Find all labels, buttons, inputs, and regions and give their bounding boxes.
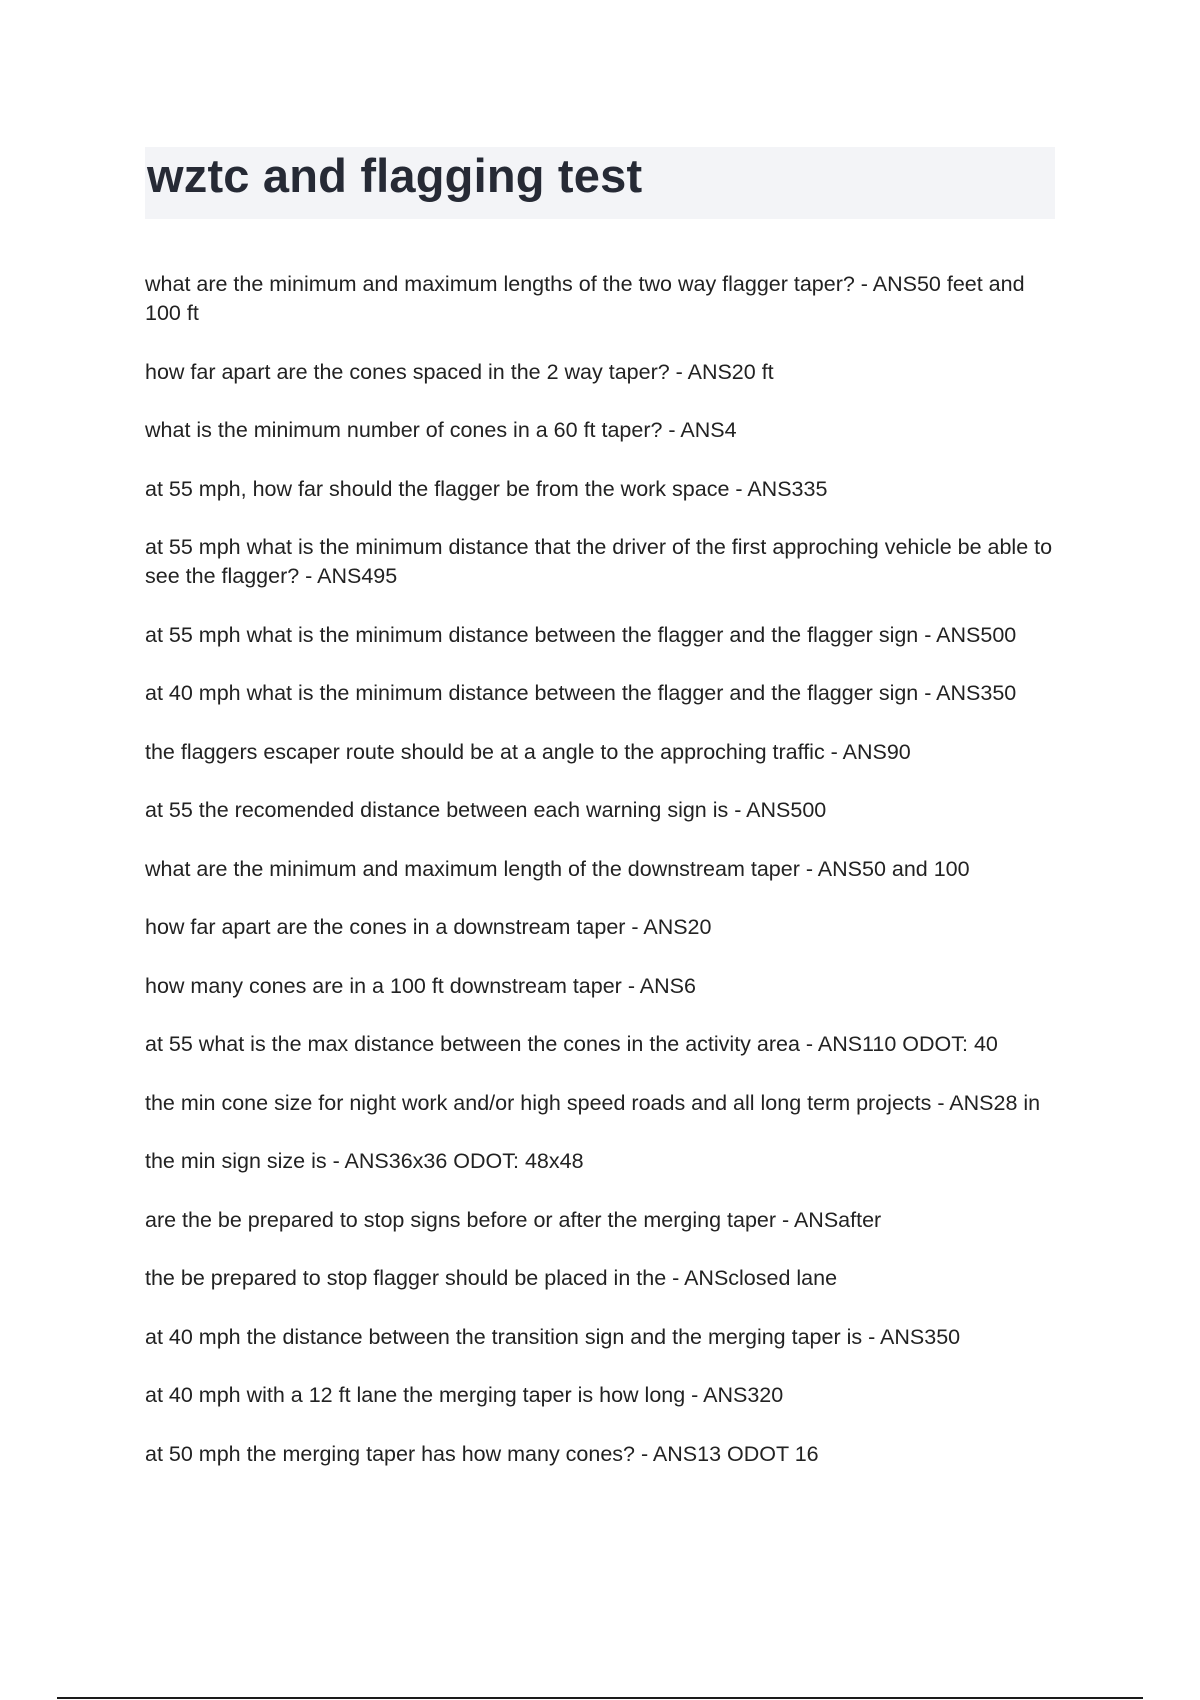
qa-item: at 55 mph what is the minimum distance between the flagger and the flagger sign - ANS500 — [145, 622, 1017, 647]
qa-item: the min sign size is - ANS36x36 ODOT: 48x48 — [145, 1149, 584, 1173]
page-title: wztc and flagging test — [147, 149, 643, 202]
qa-item: the flaggers escaper route should be at a angle to the approching traffic - ANS90 — [145, 739, 911, 764]
qa-item: at 55 mph what is the minimum distance that the driver of the first approching vehicle be able to see the flagger? - ANS495 — [145, 535, 1053, 588]
qa-item: what are the minimum and maximum length of the downstream taper - ANS50 and 100 — [145, 856, 970, 881]
qa-item: are the be prepared to stop signs before or after the merging taper - ANSafter — [145, 1207, 882, 1232]
qa-item: at 55 what is the max distance between the cones in the activity area - ANS110 ODOT: 40 — [145, 1032, 998, 1056]
footer-divider — [57, 1697, 1143, 1699]
qa-item: what are the minimum and maximum lengths of the two way flagger taper? - ANS50 feet and 100 ft — [145, 272, 1025, 325]
qa-item: at 50 mph the merging taper has how many cones? - ANS13 ODOT 16 — [145, 1441, 819, 1466]
qa-item: at 40 mph the distance between the transition sign and the merging taper is - ANS350 — [145, 1324, 961, 1349]
qa-item: how far apart are the cones in a downstream taper - ANS20 — [145, 915, 712, 939]
question-answer-list — [145, 270, 1060, 1498]
qa-item: the min cone size for night work and/or high speed roads and all long term projects - ANS28 in — [145, 1090, 1041, 1115]
qa-item: at 40 mph with a 12 ft lane the merging taper is how long - ANS320 — [145, 1383, 784, 1407]
qa-item: at 40 mph what is the minimum distance between the flagger and the flagger sign - ANS350 — [145, 681, 1017, 705]
qa-item: what is the minimum number of cones in a 60 ft taper? - ANS4 — [145, 418, 737, 442]
qa-item: at 55 mph, how far should the flagger be from the work space - ANS335 — [145, 476, 828, 501]
title-banner — [145, 147, 1055, 219]
qa-item: how many cones are in a 100 ft downstream taper - ANS6 — [145, 973, 696, 998]
qa-item: how far apart are the cones spaced in the 2 way taper? - ANS20 ft — [145, 359, 774, 384]
qa-item: the be prepared to stop flagger should be placed in the - ANSclosed lane — [145, 1266, 838, 1290]
qa-item: at 55 the recomended distance between each warning sign is - ANS500 — [145, 798, 827, 822]
